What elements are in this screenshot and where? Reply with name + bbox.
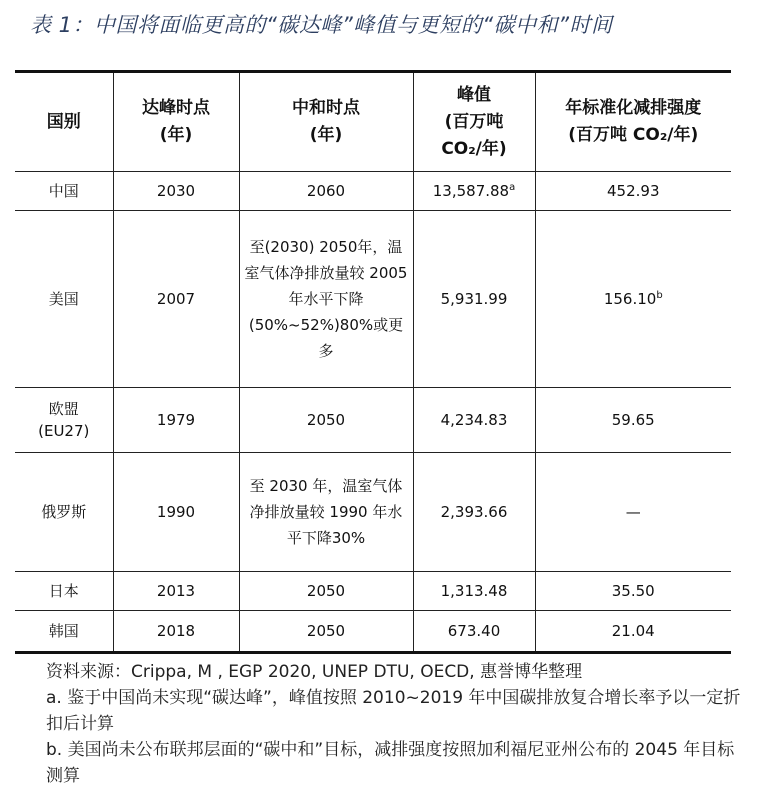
footnote-b: b. 美国尚未公布联邦层面的“碳中和”目标，减排强度按照加利福尼亚州公布的 2045 年目标测算	[46, 740, 735, 786]
footnote-marker-a: a	[509, 182, 516, 193]
cell-country: 韩国	[15, 611, 113, 653]
cell-peak-year: 2007	[113, 211, 239, 388]
cell-peak-year: 2018	[113, 611, 239, 653]
table-caption: 表 1：中国将面临更高的“碳达峰”峰值与更短的“碳中和”时间	[30, 13, 613, 37]
cell-country: 美国	[15, 211, 113, 388]
table-row	[15, 211, 731, 388]
header-intensity: 年标准化减排强度 (百万吨 CO₂/年)	[535, 72, 731, 172]
cell-intensity: 59.65	[535, 388, 731, 453]
cell-intensity: 21.04	[535, 611, 731, 653]
table-notes	[46, 659, 746, 789]
cell-peak-value: 13,587.88$^a$	[413, 172, 535, 211]
cell-peak-value: 5,931.99	[413, 211, 535, 388]
table-header-row	[15, 72, 731, 172]
source-note: 资料来源：Crippa, M , EGP 2020, UNEP DTU, OECD, 惠誉博华整理	[46, 662, 583, 682]
cell-country: 欧盟 (EU27)	[15, 388, 113, 453]
table-row	[15, 611, 731, 653]
header-country: 国别	[15, 72, 113, 172]
cell-neutral: 至 2030 年，温室气体净排放量较 1990 年水平下降30%	[239, 453, 413, 572]
cell-intensity: —	[535, 453, 731, 572]
table-row	[15, 388, 731, 453]
header-peak-year: 达峰时点 (年)	[113, 72, 239, 172]
cell-neutral: 2060	[239, 172, 413, 211]
cell-peak-value: 2,393.66	[413, 453, 535, 572]
cell-peak-year: 1990	[113, 453, 239, 572]
header-neutral-year: 中和时点 (年)	[239, 72, 413, 172]
table-row	[15, 453, 731, 572]
cell-country: 中国	[15, 172, 113, 211]
cell-intensity: 35.50	[535, 572, 731, 611]
footnote-marker-b: b	[656, 290, 663, 301]
cell-intensity: 452.93	[535, 172, 731, 211]
cell-neutral: 至(2030) 2050年，温室气体净排放量较 2005 年水平下降(50%~52%)80%或更多	[239, 211, 413, 388]
cell-peak-year: 1979	[113, 388, 239, 453]
cell-neutral: 2050	[239, 611, 413, 653]
cell-country: 日本	[15, 572, 113, 611]
emissions-table	[15, 70, 731, 654]
cell-peak-value: 673.40	[413, 611, 535, 653]
table-row	[15, 572, 731, 611]
cell-peak-year: 2030	[113, 172, 239, 211]
cell-peak-year: 2013	[113, 572, 239, 611]
cell-intensity: 156.10$^b$	[535, 211, 731, 388]
cell-neutral: 2050	[239, 572, 413, 611]
footnote-a: a. 鉴于中国尚未实现“碳达峰”，峰值按照 2010~2019 年中国碳排放复合增长率予以一定折扣后计算	[46, 688, 741, 734]
cell-neutral: 2050	[239, 388, 413, 453]
cell-peak-value: 1,313.48	[413, 572, 535, 611]
header-peak-value: 峰值 (百万吨 CO₂/年)	[413, 72, 535, 172]
cell-peak-value: 4,234.83	[413, 388, 535, 453]
cell-country: 俄罗斯	[15, 453, 113, 572]
table-row	[15, 172, 731, 211]
